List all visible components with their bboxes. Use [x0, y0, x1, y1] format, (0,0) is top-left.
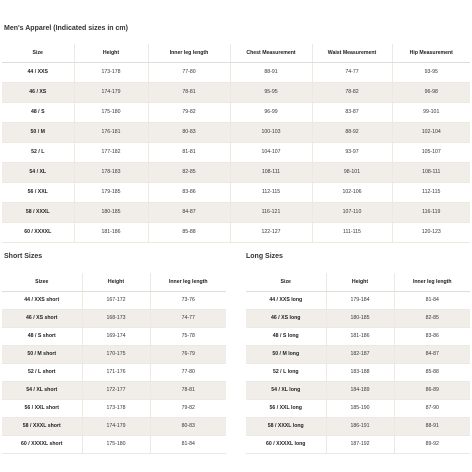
column-header: Inner leg length [148, 44, 230, 62]
table-cell: 46 / XS short [2, 309, 82, 327]
table-cell: 180-185 [326, 309, 394, 327]
table-cell: 52 / L short [2, 363, 82, 381]
table-header-row [2, 273, 226, 291]
table-cell: 169-174 [82, 327, 150, 345]
table-row [2, 182, 470, 202]
table-cell: 170-175 [82, 345, 150, 363]
table-cell: 104-107 [230, 142, 312, 162]
table-cell: 174-179 [82, 417, 150, 435]
table-cell: 81-84 [394, 291, 470, 309]
table-row [246, 417, 470, 435]
table-cell: 82-85 [394, 309, 470, 327]
table-cell: 50 / M [2, 122, 74, 142]
table-cell: 171-176 [82, 363, 150, 381]
column-header: Sizee [2, 273, 82, 291]
table-row [2, 417, 226, 435]
table-cell: 58 / XXXL short [2, 417, 82, 435]
table-cell: 86-89 [394, 381, 470, 399]
table-row [2, 162, 470, 182]
table-row [246, 345, 470, 363]
table-cell: 52 / L [2, 142, 74, 162]
table-cell: 58 / XXXL [2, 202, 74, 222]
table-row [2, 142, 470, 162]
long-size-table [246, 273, 470, 454]
table-cell: 120-123 [392, 222, 470, 242]
table-row [2, 62, 470, 82]
table-header-row [2, 44, 470, 62]
table-cell: 112-115 [392, 182, 470, 202]
table-cell: 96-99 [230, 102, 312, 122]
table-cell: 100-103 [230, 122, 312, 142]
table-cell: 181-186 [74, 222, 148, 242]
table-cell: 48 / S short [2, 327, 82, 345]
column-header: Size [246, 273, 326, 291]
table-cell: 78-81 [150, 381, 226, 399]
table-row [2, 309, 226, 327]
table-cell: 108-111 [392, 162, 470, 182]
table-row [246, 309, 470, 327]
main-table-title: Men's Apparel (Indicated sizes in cm) [4, 25, 128, 32]
table-cell: 46 / XS [2, 82, 74, 102]
table-row [2, 122, 470, 142]
short-table-title: Short Sizes [4, 253, 43, 260]
column-header: Height [74, 44, 148, 62]
table-row [2, 363, 226, 381]
table-cell: 172-177 [82, 381, 150, 399]
table-cell: 83-86 [148, 182, 230, 202]
table-cell: 181-186 [326, 327, 394, 345]
table-row [2, 222, 470, 242]
table-cell: 52 / L long [246, 363, 326, 381]
table-cell: 74-77 [312, 62, 392, 82]
table-cell: 78-82 [312, 82, 392, 102]
column-header: Height [326, 273, 394, 291]
table-cell: 182-187 [326, 345, 394, 363]
table-cell: 186-191 [326, 417, 394, 435]
table-cell: 177-182 [74, 142, 148, 162]
table-cell: 85-88 [148, 222, 230, 242]
table-cell: 93-97 [312, 142, 392, 162]
table-cell: 79-82 [150, 399, 226, 417]
table-cell: 184-189 [326, 381, 394, 399]
table-cell: 85-88 [394, 363, 470, 381]
column-header: Inner leg length [150, 273, 226, 291]
table-cell: 87-90 [394, 399, 470, 417]
table-cell: 74-77 [150, 309, 226, 327]
table-cell: 73-76 [150, 291, 226, 309]
column-header: Hip Measurement [392, 44, 470, 62]
short-size-table [2, 273, 226, 454]
table-row [2, 345, 226, 363]
table-cell: 60 / XXXXL short [2, 435, 82, 453]
table-cell: 44 / XXS short [2, 291, 82, 309]
table-cell: 179-185 [74, 182, 148, 202]
table-row [246, 435, 470, 453]
table-row [2, 381, 226, 399]
table-cell: 88-91 [394, 417, 470, 435]
table-cell: 54 / XL short [2, 381, 82, 399]
table-cell: 79-82 [148, 102, 230, 122]
table-cell: 111-115 [312, 222, 392, 242]
table-cell: 54 / XL [2, 162, 74, 182]
table-cell: 81-81 [148, 142, 230, 162]
table-cell: 82-85 [148, 162, 230, 182]
table-cell: 88-91 [230, 62, 312, 82]
table-cell: 183-188 [326, 363, 394, 381]
table-cell: 46 / XS long [246, 309, 326, 327]
table-cell: 98-101 [312, 162, 392, 182]
table-header-row [246, 273, 470, 291]
table-cell: 108-111 [230, 162, 312, 182]
table-row [2, 82, 470, 102]
table-cell: 48 / S long [246, 327, 326, 345]
table-cell: 89-92 [394, 435, 470, 453]
table-row [2, 399, 226, 417]
table-cell: 176-181 [74, 122, 148, 142]
mens-apparel-size-table [2, 44, 470, 243]
table-cell: 102-106 [312, 182, 392, 202]
column-header: Height [82, 273, 150, 291]
table-cell: 83-86 [394, 327, 470, 345]
table-cell: 93-95 [392, 62, 470, 82]
table-cell: 179-184 [326, 291, 394, 309]
table-cell: 77-80 [148, 62, 230, 82]
table-cell: 78-81 [148, 82, 230, 102]
table-cell: 80-83 [150, 417, 226, 435]
table-cell: 83-87 [312, 102, 392, 122]
table-cell: 50 / M long [246, 345, 326, 363]
table-cell: 80-83 [148, 122, 230, 142]
table-cell: 96-98 [392, 82, 470, 102]
table-cell: 178-183 [74, 162, 148, 182]
table-cell: 84-87 [394, 345, 470, 363]
table-cell: 77-80 [150, 363, 226, 381]
table-row [246, 399, 470, 417]
table-cell: 88-92 [312, 122, 392, 142]
table-cell: 75-78 [150, 327, 226, 345]
table-cell: 105-107 [392, 142, 470, 162]
table-cell: 107-110 [312, 202, 392, 222]
table-cell: 60 / XXXXL [2, 222, 74, 242]
column-header: Inner leg length [394, 273, 470, 291]
table-row [2, 435, 226, 453]
table-cell: 76-79 [150, 345, 226, 363]
column-header: Waist Measurement [312, 44, 392, 62]
table-cell: 56 / XXL [2, 182, 74, 202]
table-cell: 56 / XXL long [246, 399, 326, 417]
table-cell: 180-185 [74, 202, 148, 222]
table-cell: 81-84 [150, 435, 226, 453]
table-cell: 112-115 [230, 182, 312, 202]
table-row [246, 291, 470, 309]
table-row [246, 363, 470, 381]
table-cell: 122-127 [230, 222, 312, 242]
table-cell: 116-119 [392, 202, 470, 222]
table-cell: 175-180 [74, 102, 148, 122]
table-cell: 44 / XXS long [246, 291, 326, 309]
table-row [2, 102, 470, 122]
table-cell: 60 / XXXXL long [246, 435, 326, 453]
table-cell: 44 / XXS [2, 62, 74, 82]
table-cell: 116-121 [230, 202, 312, 222]
table-row [2, 327, 226, 345]
column-header: Chest Measurement [230, 44, 312, 62]
table-cell: 50 / M short [2, 345, 82, 363]
table-cell: 167-172 [82, 291, 150, 309]
column-header: Size [2, 44, 74, 62]
table-cell: 187-192 [326, 435, 394, 453]
table-cell: 58 / XXXL long [246, 417, 326, 435]
table-row [2, 291, 226, 309]
table-cell: 102-104 [392, 122, 470, 142]
long-table-title: Long Sizes [246, 253, 283, 260]
table-cell: 168-173 [82, 309, 150, 327]
table-cell: 95-95 [230, 82, 312, 102]
table-cell: 56 / XXL short [2, 399, 82, 417]
table-cell: 173-178 [74, 62, 148, 82]
table-row [246, 381, 470, 399]
table-cell: 99-101 [392, 102, 470, 122]
table-cell: 185-190 [326, 399, 394, 417]
table-row [246, 327, 470, 345]
table-cell: 173-178 [82, 399, 150, 417]
table-cell: 48 / S [2, 102, 74, 122]
table-cell: 175-180 [82, 435, 150, 453]
table-cell: 84-87 [148, 202, 230, 222]
table-cell: 54 / XL long [246, 381, 326, 399]
table-row [2, 202, 470, 222]
table-cell: 174-179 [74, 82, 148, 102]
